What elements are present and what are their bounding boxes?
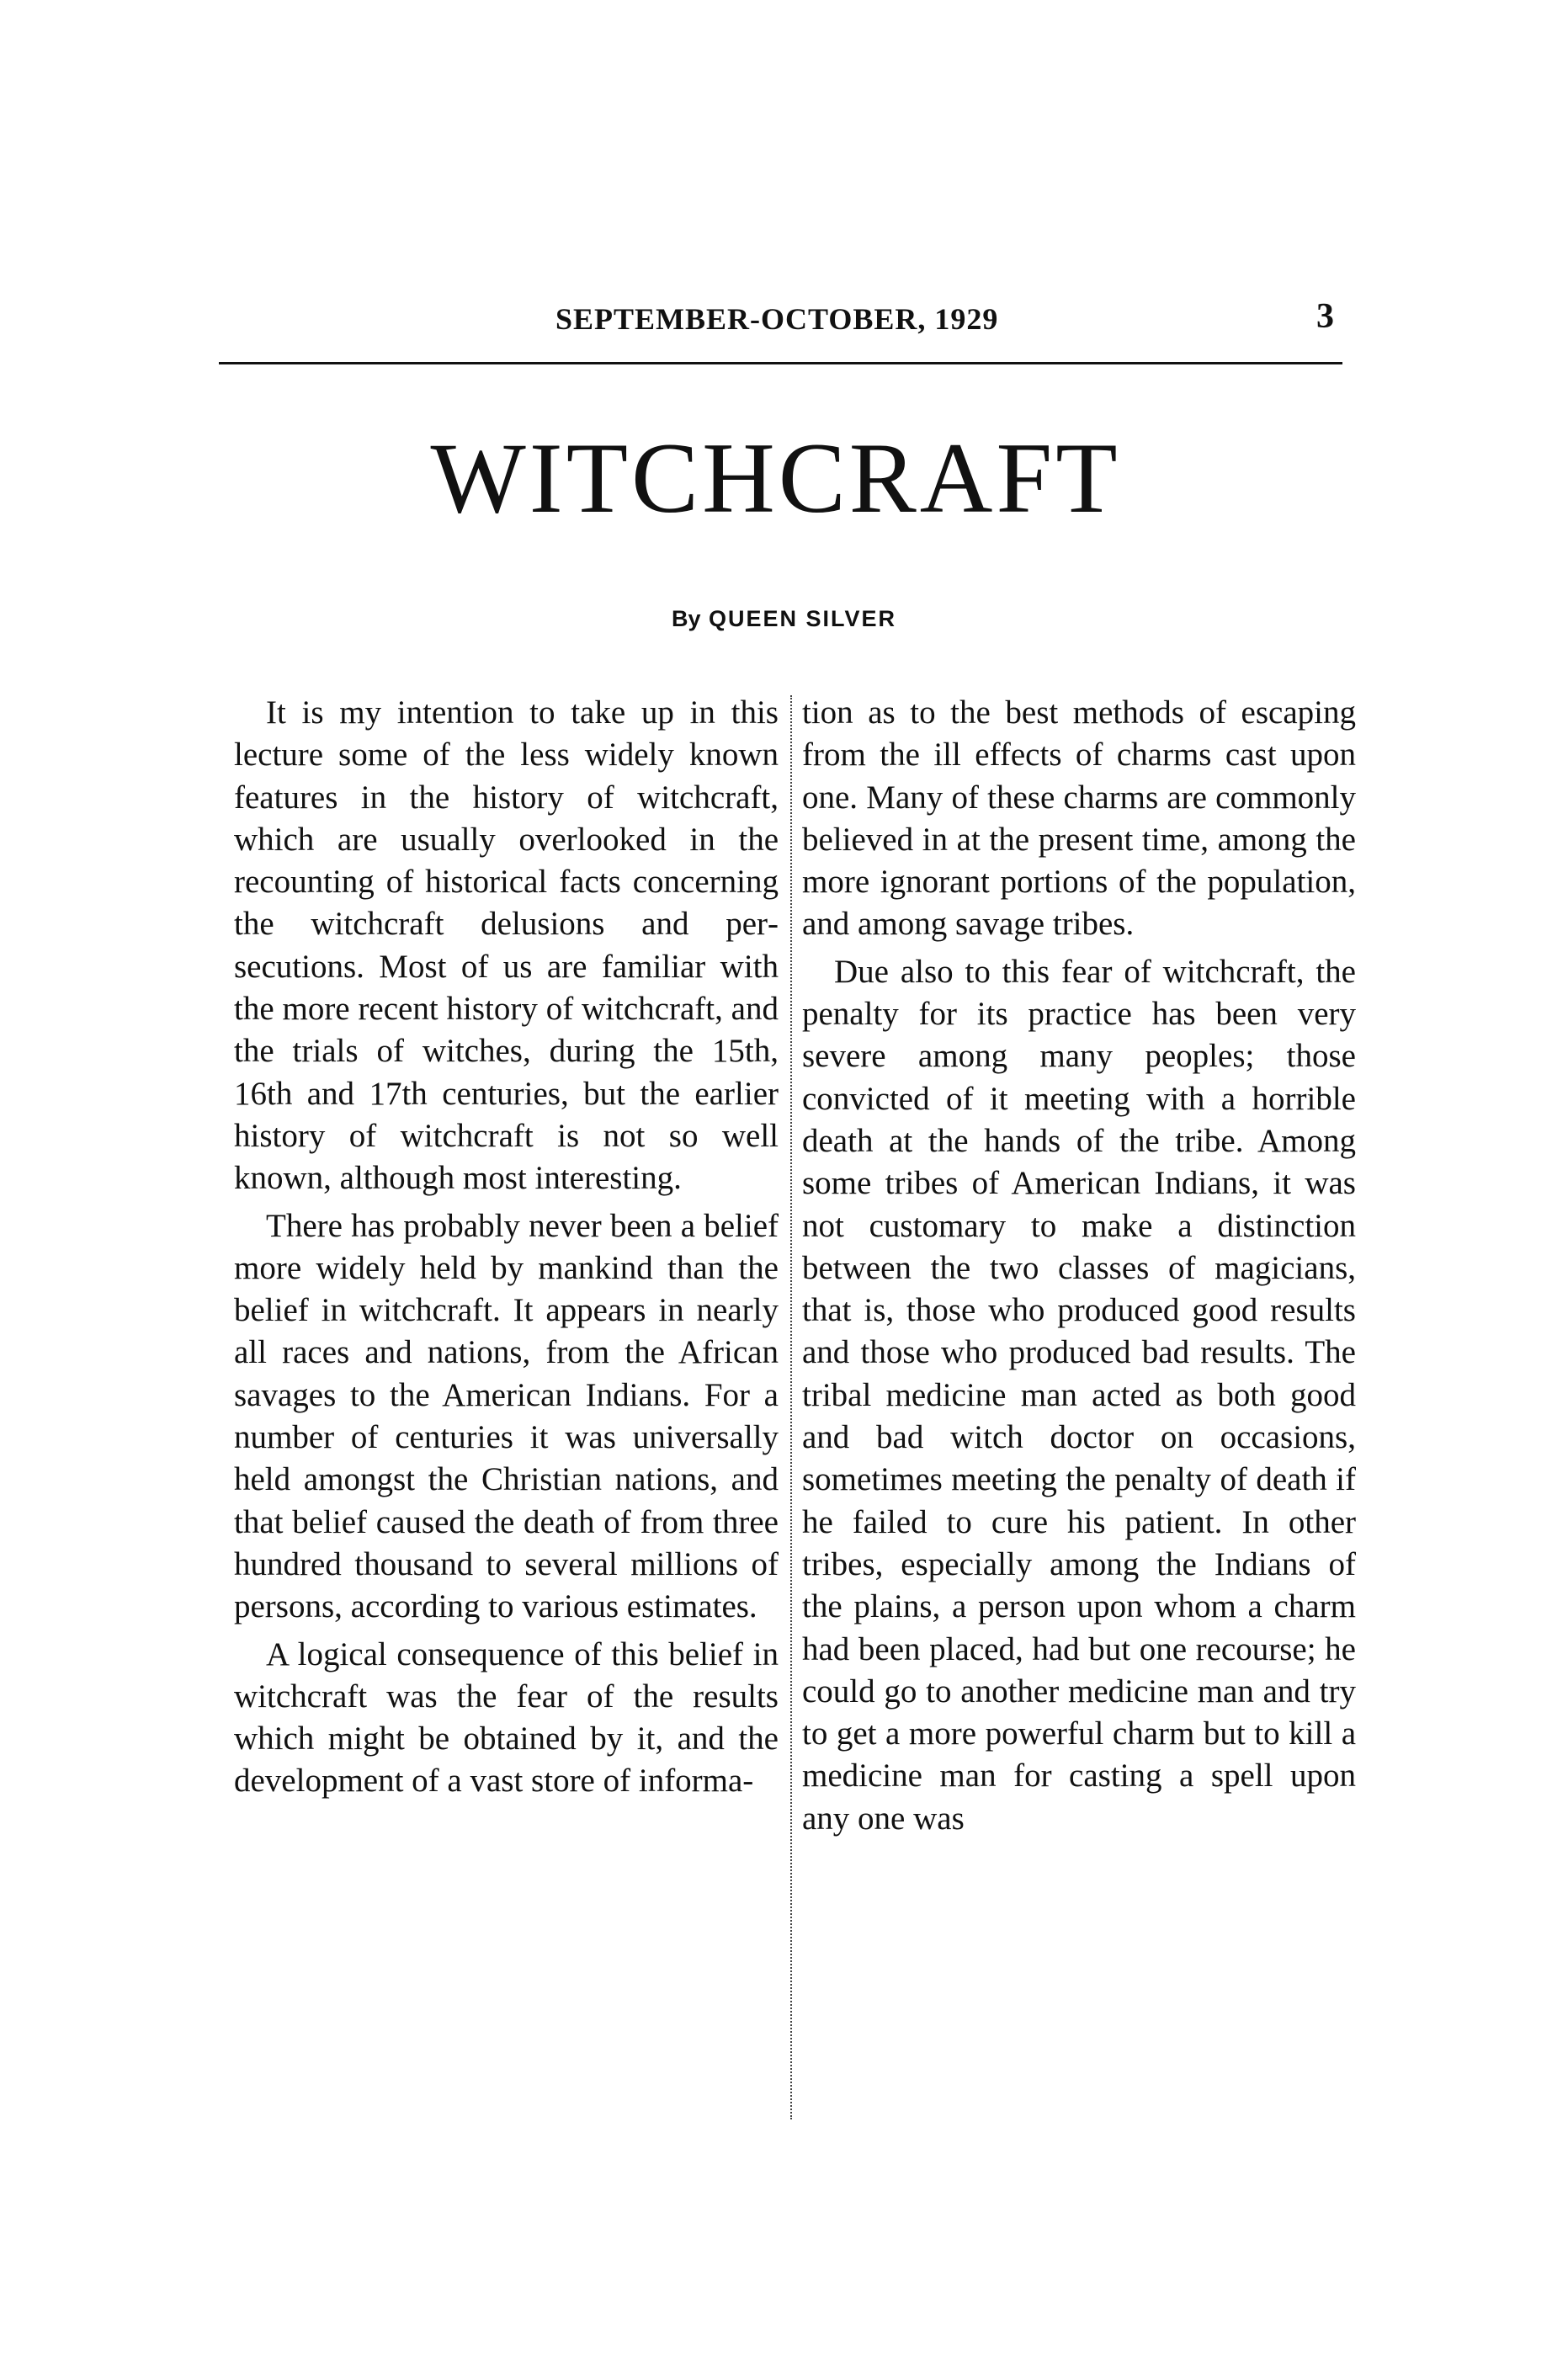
paragraph-3: A logical consequence of this belief in witchcraft was the fear of the results which might be obtained by it, and the development of a vast store of informa- — [234, 1635, 779, 1800]
paragraph-3-continued: tion as to the best methods of escaping from the ill effects of charms cast upon one. Many of these charms are commonly believed in at the present time, among the more ignorant portions of the population, and among savage tribes. — [802, 694, 1356, 943]
byline — [0, 606, 1568, 632]
byline-author: QUEEN SILVER — [708, 606, 897, 631]
paragraph-2: There has probably never been a belief more widely held by mankind than the belief in witchcraft. It appears in nearly all races and nations, from the African savages to the American Indians. For a number of centuries it was universally held amongst the Christian nations, and that belief caused the death of from three hundred thousand to several millions of persons, according to various estimates. — [234, 1207, 779, 1625]
paragraph-1: It is my intention to take up in this lecture some of the less widely known features in the history of witchcraft, which are usually overlooked in the recounting of historical facts concerning the witchcraft delusions and persecutions. Most of us are familiar with the more recent history of witchcraft, and the trials of witches, during the 15th, 16th and 17th centuries, but the earlier history of witchcraft is not so well known, although most interesting. — [234, 694, 779, 1197]
running-head — [219, 297, 1342, 360]
column-divider — [790, 695, 792, 2119]
article-title: WITCHCRAFT — [430, 422, 1121, 534]
header-rule — [219, 362, 1342, 364]
left-column — [234, 692, 779, 1803]
page-number: 3 — [1316, 297, 1334, 336]
paragraph-4: Due also to this fear of witchcraft, the penalty for its practice has been very severe among many peoples; those convicted of it meeting with a horrible death at the hands of the tribe. Among some tribes of American Indians, it was not customary to make a distinction between the two classes of magicians, that is, those who produced good results and those who produced bad results. The tribal medicine man acted as both good and bad witch doctor on occasions, sometimes meeting the penalty of death if he failed to cure his patient. In other tribes, especially among the Indians of the plains, a person upon whom a charm had been placed, had but one recourse; he could go to another medicine man and try to get a more powerful charm but to kill a medicine man for casting a spell upon any one was — [802, 953, 1356, 1837]
right-column — [802, 692, 1356, 1840]
running-title: SEPTEMBER-OCTOBER, 1929 — [555, 302, 999, 336]
byline-by: By — [671, 606, 701, 631]
